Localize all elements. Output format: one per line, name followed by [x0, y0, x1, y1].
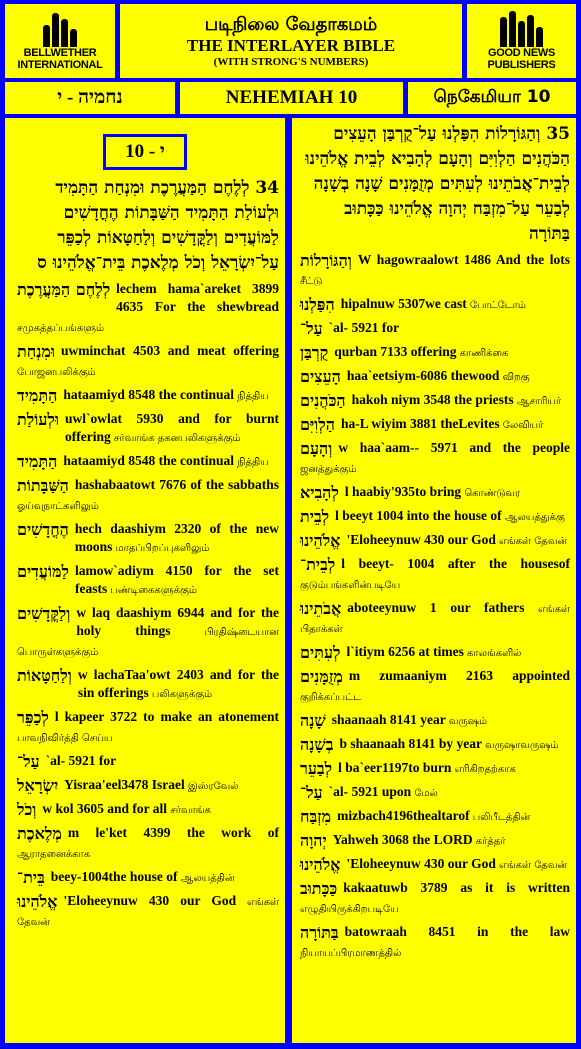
right-column	[292, 118, 576, 1043]
word-entry	[17, 452, 279, 472]
word-entry	[17, 708, 279, 748]
chapter-english	[180, 82, 403, 114]
hebrew-word: וּמִנְחַת	[17, 342, 56, 361]
hebrew-word: בַּתּוֹרָה	[300, 923, 339, 942]
word-entry	[300, 483, 570, 503]
word-entry	[300, 367, 570, 387]
title-tamil: படிநிலை வேதாகமம்	[204, 13, 378, 35]
chapter-tamil	[408, 82, 576, 114]
tamil-gloss: பலிபீடத்தின்	[469, 812, 531, 823]
right-entries	[300, 251, 570, 963]
word-entry	[300, 555, 570, 595]
tamil-gloss: இஸ்ரவேல்	[184, 781, 239, 792]
gloss-text: Yisraa'eel3478 Israel	[64, 777, 185, 792]
gloss-text: lamow`adiym 4150 for the set feasts	[75, 563, 279, 596]
gloss-text: l ba`eer1197to burn	[338, 760, 452, 775]
tamil-gloss: மேல்	[411, 788, 438, 799]
hebrew-word: בֵּית־	[17, 868, 45, 887]
tamil-gloss: லேவியர்	[499, 420, 544, 431]
tamil-gloss: கர்த்தர்	[472, 836, 506, 847]
left-logo-line2: INTERNATIONAL	[17, 59, 103, 71]
hebrew-word: אֲבֹתֵינוּ	[300, 599, 342, 618]
word-entry	[300, 711, 570, 731]
gloss-text: mizbach4196thealtarof	[337, 808, 470, 823]
word-entry	[300, 295, 570, 315]
tamil-gloss: எங்கள் தேவன்	[495, 536, 568, 547]
title-block	[120, 4, 462, 78]
gloss-text: m le'ket 4399 the work of	[67, 825, 279, 840]
tamil-gloss: பிரதிஷ்டையான பொருள்களுக்கும்	[17, 627, 279, 658]
hebrew-word: אֱלֹהֵינוּ	[300, 855, 341, 874]
word-entry	[300, 507, 570, 527]
word-entry	[300, 923, 570, 963]
hebrew-word: הֶחֳדָשִׁים	[17, 520, 69, 539]
hebrew-word: לְעִתִּים	[300, 643, 341, 662]
hebrew-word: וְהָעָם	[300, 439, 333, 458]
word-entry	[300, 439, 570, 479]
gloss-text: uwl`owlat 5930 and for burnt offering	[64, 411, 279, 444]
hebrew-word: כַּכָּתוּב	[300, 879, 338, 898]
gloss-text: hataamiyd 8548 the continual	[63, 387, 234, 402]
word-entry	[300, 251, 570, 291]
gloss-text: hashabaatowt 7676 of the sabbaths	[74, 477, 279, 492]
hebrew-verse-35: 35 וְהַגּוֹרָלוֹת הִפַּלְנוּ עַל־קֻרְבַּן הָעֵצִים הַכֹּהֲנִים הַלְוִיִּם וְהָעָם לְהָבִיא לְבֵית אֱלֹהֵינוּ לְבֵית־אֲבֹתֵינוּ לְעִתִּים מְזֻמָּנִים שָׁנָה בְשָׁנָה לְבַעֵר עַל־מִזְבַּח יְהוָה אֱלֹהֵינוּ כַּכָּתוּב בַּתּוֹרָה	[305, 124, 570, 244]
word-entry	[17, 604, 279, 662]
word-entry	[17, 800, 279, 820]
gloss-text: l`itiym 6256 at times	[346, 644, 464, 659]
gloss-text: kakaatuwb 3789 as it is written	[343, 880, 570, 895]
gloss-text: Yahweh 3068 the LORD	[332, 832, 473, 847]
hebrew-word: שָׁנָה	[300, 711, 326, 730]
gloss-text: l kapeer 3722 to make an atonement	[54, 709, 279, 724]
word-entry	[17, 776, 279, 796]
word-entry	[300, 531, 570, 551]
subtitle: (WITH STRONG'S NUMBERS)	[213, 55, 369, 68]
gloss-text: m zumaaniym 2163 appointed	[348, 668, 570, 683]
word-entry	[300, 343, 570, 363]
chapter-english-text: NEHEMIAH 10	[225, 87, 358, 108]
hebrew-word: עַל־	[300, 783, 323, 802]
hebrew-word: הַתָּמִיד	[17, 386, 58, 405]
gloss-text: w laq daashiym 6944 and for the holy things	[76, 605, 279, 638]
right-logo-line1: GOOD NEWS	[488, 47, 555, 59]
ram-icon	[43, 11, 77, 47]
gloss-text: b shaanaah 8141 by year	[339, 736, 482, 751]
word-entry	[300, 831, 570, 851]
gloss-text: l beeyt 1004 into the house of	[335, 508, 502, 523]
word-entry	[300, 599, 570, 639]
gloss-text: 'Eloheeynuw 430 our God	[63, 893, 237, 908]
hebrew-word: לְבֵית	[300, 507, 330, 526]
hebrew-word: לְהָבִיא	[300, 483, 339, 502]
tamil-gloss: சர்வாங்க	[167, 805, 211, 816]
hebrew-word: יִשְׂרָאֵל	[17, 776, 59, 795]
hebrew-word: לְבֵית־	[300, 555, 336, 574]
hebrew-word: מְזֻמָּנִים	[300, 667, 343, 686]
tamil-gloss: நித்திய	[234, 391, 269, 402]
word-entry	[300, 319, 570, 339]
word-entry	[17, 342, 279, 382]
tamil-gloss: சீட்டு	[300, 276, 323, 287]
word-entry	[17, 868, 279, 888]
tamil-gloss: விறகு	[499, 372, 530, 383]
gloss-text: 'Eloheeynuw 430 our God	[346, 532, 496, 547]
hebrew-word: בְשָׁנָה	[300, 735, 334, 754]
tamil-gloss: காணிக்கை	[456, 348, 509, 359]
tamil-gloss: குடும்பங்களின்படியே	[300, 580, 401, 591]
tamil-gloss: போஜனபலிக்கும்	[17, 367, 96, 378]
gloss-text: uwminchat 4503 and meat offering	[61, 343, 279, 358]
hebrew-word: אֱלֹהֵינוּ	[17, 892, 58, 911]
tamil-gloss: ஜனத்துக்கும்	[300, 464, 357, 475]
gloss-text: w kol 3605 and for all	[42, 801, 168, 816]
gloss-text: hakoh niym 3548 the priests	[351, 392, 514, 407]
tamil-gloss: எழுதியிருக்கிறபடியே	[300, 904, 399, 915]
gloss-text: ha-L wiyim 3881 theLevites	[340, 416, 500, 431]
tamil-gloss: எரிகிறதற்காக	[451, 764, 516, 775]
word-entry	[300, 643, 570, 663]
tamil-gloss: வருஷம்	[445, 716, 488, 727]
gloss-text: `al- 5921 upon	[328, 784, 412, 799]
word-entry	[300, 735, 570, 755]
gloss-text: w haa`aam-- 5971 and the people	[338, 440, 570, 455]
hebrew-word: וּלְעוֹלַת	[17, 410, 59, 429]
gloss-text: aboteeynuw 1 our fathers	[347, 600, 525, 615]
gloss-text: W hagowraalowt 1486 And the lots	[357, 252, 570, 267]
hebrew-word: הָעֵצִים	[300, 367, 341, 386]
bellwether-logo	[5, 4, 115, 78]
hebrew-word: וְלַקֳּדָשִׁים	[17, 604, 71, 623]
hebrew-word: הַלְוִיִּם	[300, 415, 335, 434]
word-entry	[300, 759, 570, 779]
hebrew-word: לְלֶחֶם הַמַּעֲרֶכֶת	[17, 280, 111, 299]
word-entry	[300, 855, 570, 875]
tamil-gloss: குறிக்கப்பட்ட	[300, 692, 362, 703]
word-entry	[17, 562, 279, 600]
hebrew-word: קֻרְבַּן	[300, 343, 329, 362]
gloss-text: hech daashiym 2320 of the new moons	[74, 521, 279, 554]
gloss-text: 'Eloheeynuw 430 our God	[346, 856, 496, 871]
gloss-text: `al- 5921 for	[328, 320, 400, 335]
gloss-text: shaanaah 8141 year	[331, 712, 446, 727]
word-entry	[17, 752, 279, 772]
verse-badge-text: 10 - י	[125, 141, 165, 162]
tamil-gloss: ஆராதனைக்காக	[17, 849, 91, 860]
word-entry	[300, 807, 570, 827]
tamil-gloss: கொண்டுவர	[461, 488, 521, 499]
hebrew-word: לְבַעֵר	[300, 759, 333, 778]
chapter-hebrew-text: נחמיה - י	[57, 87, 123, 108]
gloss-text: w lachaTaa'owt 2403 and for the sin offerings	[77, 667, 279, 700]
left-logo-line1: BELLWETHER	[23, 47, 97, 59]
hebrew-word: עַל־	[300, 319, 323, 338]
tamil-gloss: பண்டிகைகளுக்கும்	[107, 585, 197, 596]
tamil-gloss: பாவநிவிர்த்தி செய்ய	[17, 733, 113, 744]
people-icon	[500, 11, 543, 47]
tamil-gloss: ஆசாரியர்	[513, 396, 562, 407]
tamil-gloss: எங்கள் தேவன்	[17, 897, 279, 928]
verse-badge	[103, 134, 187, 170]
tamil-gloss: பலிகளுக்கும்	[148, 689, 213, 700]
chapter-tamil-text: நெகேமியா 10	[433, 87, 551, 107]
title-english: THE INTERLAYER BIBLE	[186, 35, 396, 55]
hebrew-word: וְלַחַטָּאוֹת	[17, 666, 72, 685]
tamil-gloss: வருஷாவருஷம்	[481, 740, 559, 751]
word-entry	[300, 879, 570, 919]
gloss-text: l beeyt- 1004 after the housesof	[341, 556, 570, 571]
word-entry	[17, 824, 279, 864]
hebrew-word: מִזְבַּח	[300, 807, 332, 826]
hebrew-word: אֱלֹהֵינוּ	[300, 531, 341, 550]
gloss-text: beey-1004the house of	[50, 869, 178, 884]
hebrew-word: יְהוָה	[300, 831, 327, 850]
tamil-gloss: நித்திய	[234, 457, 269, 468]
hebrew-word: לַמּוֹעֲדִים	[17, 562, 69, 581]
word-entry	[300, 783, 570, 803]
right-logo-line2: PUBLISHERS	[487, 59, 556, 71]
gloss-text: haa`eetsiym-6086 thewood	[346, 368, 500, 383]
tamil-gloss: ஓய்வுநாட்களிலும்	[17, 501, 99, 512]
tamil-gloss: சமுகத்தப்பங்களும்	[17, 323, 105, 334]
tamil-gloss: மாதப்பிறப்புகளிலும்	[112, 543, 210, 554]
word-entry	[300, 415, 570, 435]
word-entry	[17, 410, 279, 448]
gloss-text: hataamiyd 8548 the continual	[63, 453, 234, 468]
word-entry	[17, 666, 279, 704]
gloss-text: l haabiy'935to bring	[344, 484, 462, 499]
tamil-gloss: ஆலயத்தின்	[177, 873, 235, 884]
gloss-text: qurban 7133 offering	[334, 344, 457, 359]
tamil-gloss: எங்கள் பிதாக்கள்	[300, 604, 570, 635]
gloss-text: batowraah 8451 in the law	[344, 924, 570, 939]
hebrew-word: הִפַּלְנוּ	[300, 295, 335, 314]
word-entry	[300, 667, 570, 707]
hebrew-verse-34: 34 לְלֶחֶם הַמַּעֲרֶכֶת וּמִנְחַת הַתָּמִיד וּלְעוֹלַת הַתָּמִיד הַשַּׁבָּתוֹת הֶחֳדָשִׁים לַמּוֹעֲדִים וְלַקֳּדָשִׁים וְלַחַטָּאוֹת לְכַפֵּר עַל־יִשְׂרָאֵל וְכֹל מְלֶאכֶת בֵּית־אֱלֹהֵינוּ ס	[37, 178, 279, 273]
tamil-gloss: நியாயப்பிரமாணத்தில்	[300, 948, 402, 959]
hebrew-word: הַכֹּהֲנִים	[300, 391, 346, 410]
tamil-gloss: காலங்களில்	[463, 648, 522, 659]
word-entry	[17, 476, 279, 516]
tamil-gloss: எங்கள் தேவன்	[495, 860, 568, 871]
hebrew-word: מְלֶאכֶת	[17, 824, 62, 843]
hebrew-word: הַשַּׁבָּתוֹת	[17, 476, 69, 495]
gloss-text: hipalnuw 5307we cast	[340, 296, 467, 311]
hebrew-word: לְכַפֵּר	[17, 708, 49, 727]
word-entry	[17, 386, 279, 406]
word-entry	[17, 892, 279, 932]
gloss-text: lechem hama`areket 3899 4635 For the shewbread	[116, 281, 279, 314]
left-entries	[17, 280, 279, 932]
hebrew-word: וְכֹל	[17, 800, 37, 819]
word-entry	[300, 391, 570, 411]
tamil-gloss: ஆலயத்துக்கு	[501, 512, 565, 523]
word-entry	[17, 520, 279, 558]
chapter-hebrew	[5, 82, 175, 114]
word-entry	[17, 280, 279, 338]
tamil-gloss: போட்டோம்	[466, 300, 526, 311]
hebrew-word: עַל־	[17, 752, 40, 771]
hebrew-word: הַתָּמִיד	[17, 452, 58, 471]
hebrew-word: וְהַגּוֹרָלוֹת	[300, 251, 352, 270]
tamil-gloss: சர்வாங்க தகனபலிகளுக்கும்	[110, 433, 241, 444]
gloss-text: `al- 5921 for	[45, 753, 117, 768]
left-column	[5, 118, 285, 1043]
good-news-logo	[467, 4, 576, 78]
